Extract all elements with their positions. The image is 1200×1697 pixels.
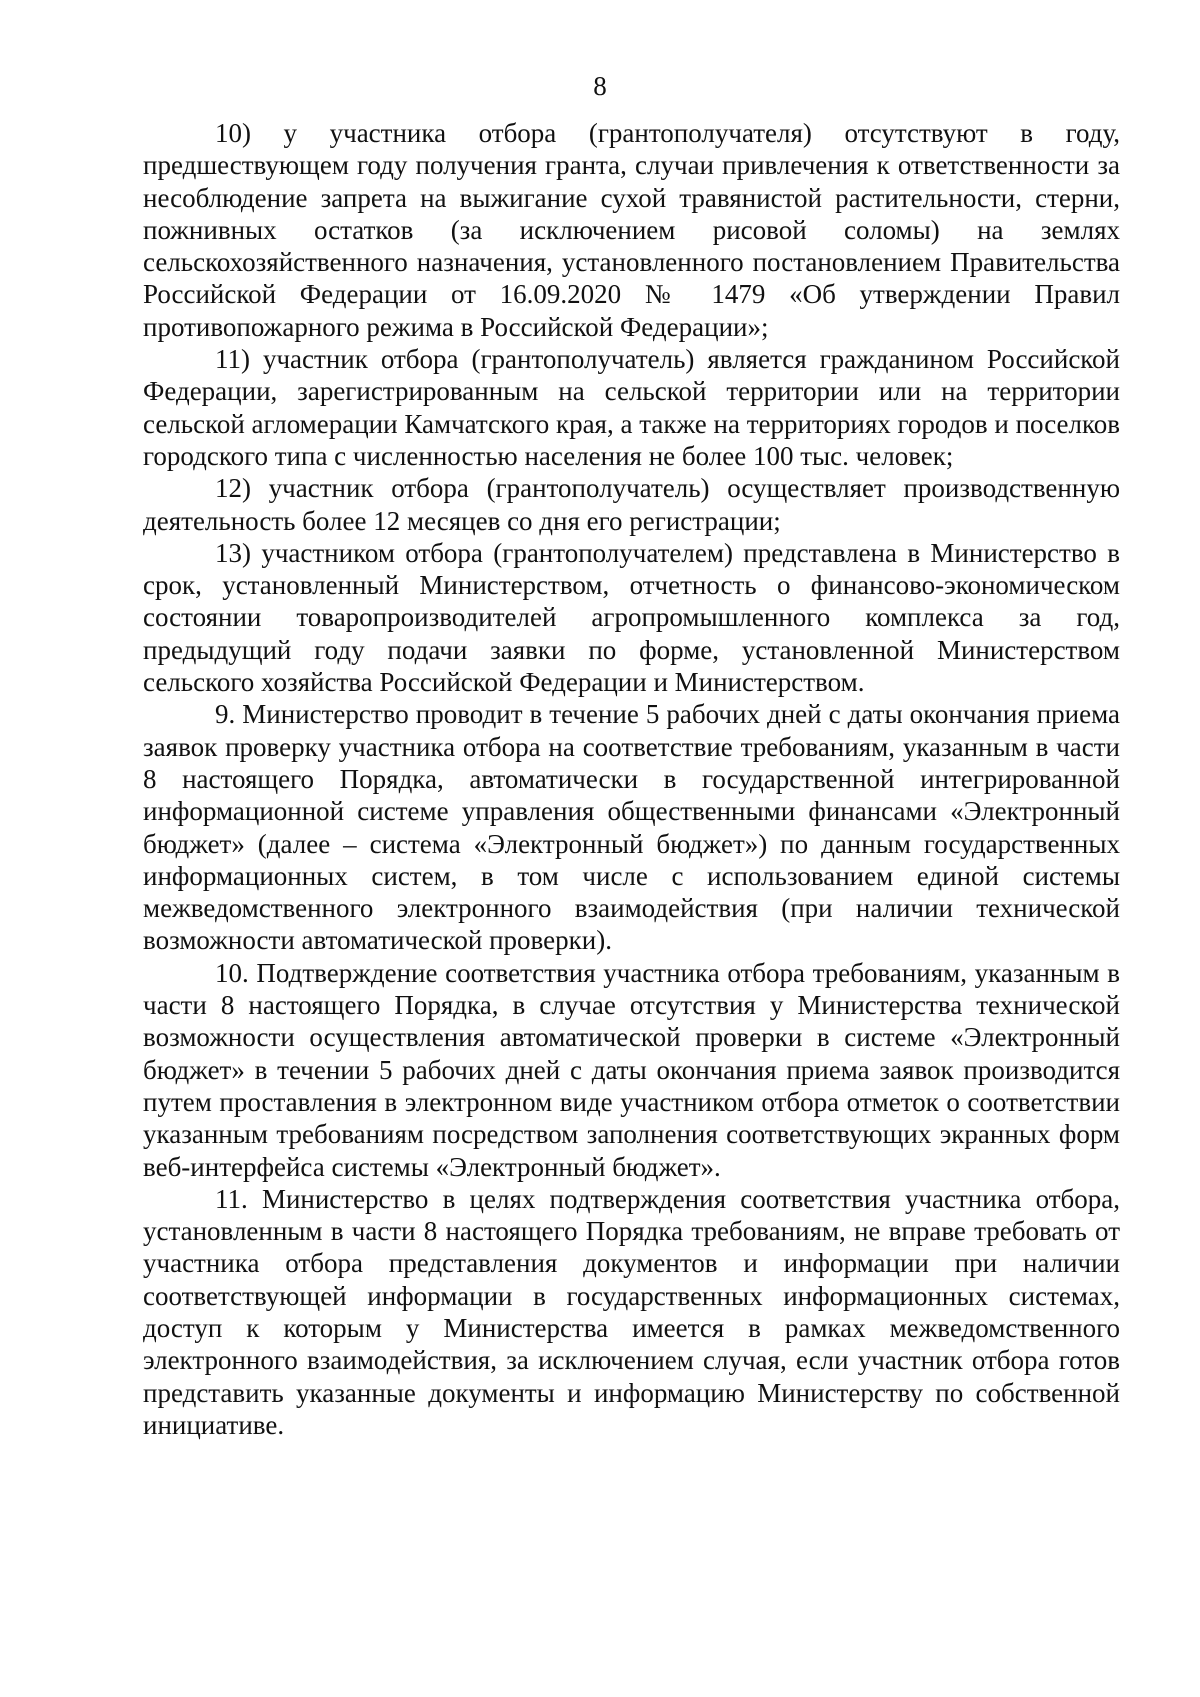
paragraph-section-9: 9. Министерство проводит в течение 5 рабочих дней с даты окончания приема заявок проверку участника отбора на соответствие требованиям, указанным в части 8 настоящего Порядка, автоматически в государственной интегрированной информационной системе управления общественными финансами «Электронный бюджет» (далее – система «Электронный бюджет») по данным государственных информационных систем, в том числе с использованием единой системы межведомственного электронного взаимодействия (при наличии технической возможности автоматической проверки).	[143, 699, 1120, 956]
paragraph-item-10: 10) у участника отбора (грантополучателя) отсутствуют в году, предшествующем году получения гранта, случаи привлечения к ответственности за несоблюдение запрета на выжигание сухой травянистой растительности, стерни, пожнивных остатков (за исключением рисовой соломы) на землях сельскохозяйственного назначения, установленного постановлением Правительства Российской Федерации от 16.09.2020 № 1479 «Об утверждении Правил противопожарного режима в Российской Федерации»;	[143, 118, 1120, 342]
paragraph-section-11: 11. Министерство в целях подтверждения соответствия участника отбора, установленным в части 8 настоящего Порядка требованиям, не вправе требовать от участника отбора представления документов и информации при наличии соответствующей информации в государственных информационных системах, доступ к которым у Министерства имеется в рамках межведомственного электронного взаимодействия, за исключением случая, если участник отбора готов представить указанные документы и информацию Министерству по собственной инициативе.	[143, 1183, 1120, 1440]
paragraph-item-11: 11) участник отбора (грантополучатель) является гражданином Российской Федерации, зарегистрированным на сельской территории или на территории сельской агломерации Камчатского края, а также на территориях городов и поселков городского типа с численностью населения не более 100 тыс. человек;	[143, 344, 1120, 471]
paragraph-item-13: 13) участником отбора (грантополучателем) представлена в Министерство в срок, установленный Министерством, отчетность о финансово-экономическом состоянии товаропроизводителей агропромышленного комплекса за год, предыдущий году подачи заявки по форме, установленной Министерством сельского хозяйства Российской Федерации и Министерством.	[143, 537, 1120, 698]
paragraph-section-10: 10. Подтверждение соответствия участника отбора требованиям, указанным в части 8 настоящего Порядка, в случае отсутствия у Министерства технической возможности осуществления автоматической проверки в системе «Электронный бюджет» в течении 5 рабочих дней с даты окончания приема заявок производится путем проставления в электронном виде участником отбора отметок о соответствии указанным требованиям посредством заполнения соответствующих экранных форм веб-интерфейса системы «Электронный бюджет».	[143, 957, 1120, 1182]
document-body	[143, 117, 1120, 1441]
paragraph-item-12: 12) участник отбора (грантополучатель) осуществляет производственную деятельность более 12 месяцев со дня его регистрации;	[143, 473, 1120, 536]
page-number: 8	[593, 71, 607, 101]
